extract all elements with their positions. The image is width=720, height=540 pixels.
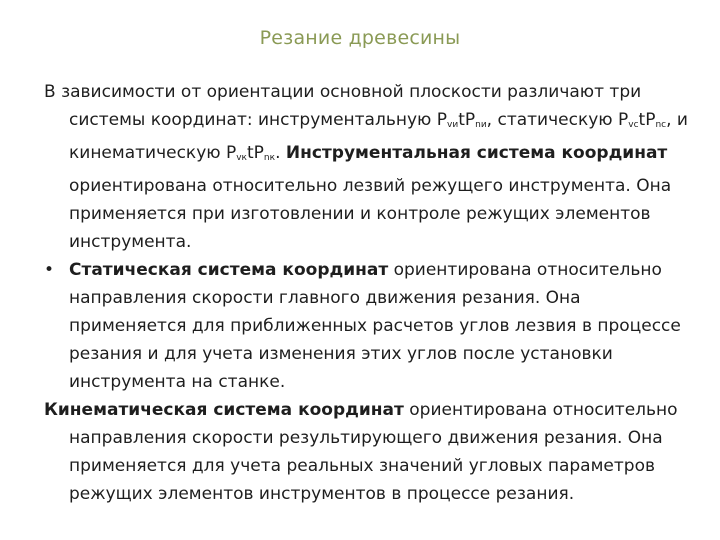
p1-text-6: tP	[247, 143, 264, 163]
p1-sub-2: nи	[475, 120, 487, 130]
p1-sub-1: vи	[447, 120, 459, 130]
p1-sub-5: vк	[236, 153, 247, 163]
p1-text-5: , и кинематическую P	[69, 110, 688, 163]
p3-text: ориентирована относительно направления скорости результирующего движения резания. Она применяется для учета реальных значений угловых параметров режущих элементов инструментов в процессе резания.	[69, 400, 678, 504]
p1-bold-term: Инструментальная система координат	[285, 143, 668, 163]
paragraph-static-system	[44, 256, 694, 396]
paragraph-kinematic-system	[44, 396, 694, 508]
p1-text-3: , статическую P	[486, 110, 629, 130]
p1-text-4: tP	[638, 110, 656, 130]
p1-sub-4: nс	[655, 120, 667, 130]
p1-text-1: В зависимости от ориентации основной плоскости различают три системы координат: инструментальную P	[44, 82, 642, 130]
p1-text-2: tP	[458, 110, 476, 130]
p1-sub-6: nк	[263, 153, 276, 163]
slide-body	[44, 78, 694, 508]
paragraph-coordinate-systems	[44, 78, 694, 256]
p1-text-7: .	[275, 143, 286, 163]
p1-text-8: ориентирована относительно лезвий режущего инструмента. Она применяется при изготовлении и контроле режущих элементов инструмента.	[69, 176, 672, 252]
p1-sub-3: vс	[628, 120, 639, 130]
slide-title: Резание древесины	[259, 27, 461, 49]
bullet-icon: •	[44, 260, 55, 280]
p2-text: ориентирована относительно направления скорости главного движения резания. Она применяется для приближенных расчетов углов лезвия в процессе резания и для учета изменения этих углов после установки инструмента на станке.	[69, 260, 681, 392]
p2-bold-term: Статическая система координат	[69, 260, 389, 280]
p3-bold-term: Кинематическая система координат	[44, 400, 404, 420]
